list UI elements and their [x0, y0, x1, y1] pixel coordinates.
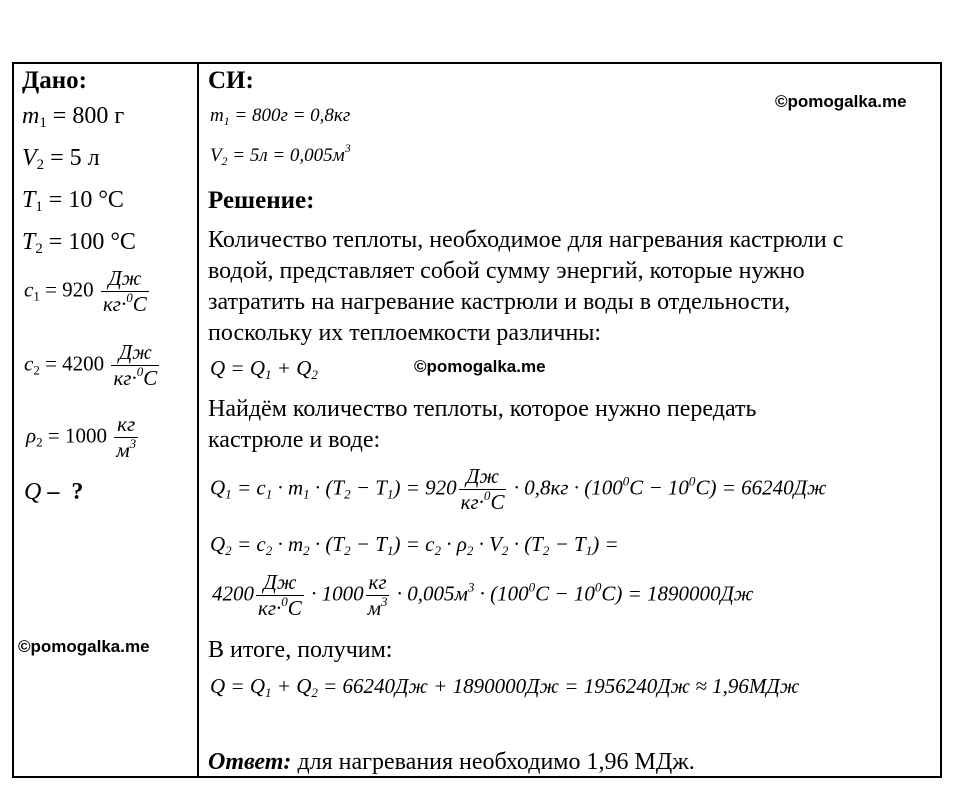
- formula-q2-line1: $Q_2 = c_2 \cdot m_2 \cdot (T_2 - T_1) = c_2 \cdot \rho_2 \cdot V_2 \cdot (T_2 - T_1)$ =: [210, 532, 619, 558]
- solution-para2-line2: кастрюле и воде:: [208, 427, 381, 453]
- watermark-left: ©pomogalka.me: [18, 637, 150, 656]
- watermark-top: ©pomogalka.me: [775, 92, 907, 111]
- formula-q1: $Q_1 = c_1 \cdot m_1 \cdot (T_2 - T_1) = 920$ $\frac{Дж}{кг\cdot^0С}$ · $0,8кг \cdot (100^0С - 10^0С) = 66240Дж$: [210, 464, 827, 514]
- answer-label: Ответ:: [208, 749, 292, 775]
- given-header: Дано:: [22, 67, 87, 94]
- answer-text: для нагревания необходимо 1,96 МДж.: [291, 749, 695, 775]
- given-c2: $c_2 = 4200$ $\frac{Дж}{кг\cdot^0С}$: [24, 340, 158, 390]
- solution-para1-line3: затратить на нагревание кастрюли и воды в отдельности,: [208, 289, 791, 315]
- given-t1: $T_1 = 10$ °С: [22, 187, 124, 215]
- answer-line: [208, 750, 695, 774]
- given-v2: $V_2 = 5$ л: [22, 145, 100, 173]
- solution-para2-line1: Найдём количество теплоты, которое нужно передать: [208, 396, 757, 422]
- formula-sum: $Q = Q_1 + Q_2$: [210, 356, 318, 382]
- watermark-middle: ©pomogalka.me: [414, 357, 546, 376]
- solution-para1-line2: водой, представляет собой сумму энергий, которые нужно: [208, 258, 805, 284]
- given-m1: $m_1 = 800$ г: [22, 103, 125, 131]
- formula-q2-line2: 4200 $\frac{Дж}{кг\cdot^0С}$ · 1000 $\frac{кг}{м^3}$ · $0,005м^3 \cdot (100^0С - 10^0С) = 1890000Дж$: [212, 570, 754, 620]
- formula-total: $Q = Q_1 + Q_2 = 66240Дж + 1890000Дж = 1956240Дж \approx 1,96МДж$: [210, 674, 800, 700]
- si-line-volume: $V_2 = 5л = 0,005м^3$: [210, 142, 351, 168]
- given-t2: $T_2 = 100$ °С: [22, 229, 136, 257]
- si-line-mass: $m_1 = 800г = 0,8кг$: [210, 105, 351, 128]
- si-header: СИ:: [208, 67, 254, 94]
- result-intro: В итоге, получим:: [208, 637, 393, 663]
- solution-para1-line4: поскольку их теплоемкости различны:: [208, 320, 602, 346]
- given-c1: $c_1 = 920$ $\frac{Дж}{кг\cdot^0С}$: [24, 266, 147, 316]
- solution-header: Решение:: [208, 187, 315, 214]
- solution-para1-line1: Количество теплоты, необходимое для нагревания кастрюли с: [208, 227, 844, 253]
- column-divider: [197, 62, 199, 778]
- given-find: Q – ?: [24, 479, 84, 505]
- given-rho: $\rho_2 = 1000$ $\frac{кг}{м^3}$: [26, 412, 137, 462]
